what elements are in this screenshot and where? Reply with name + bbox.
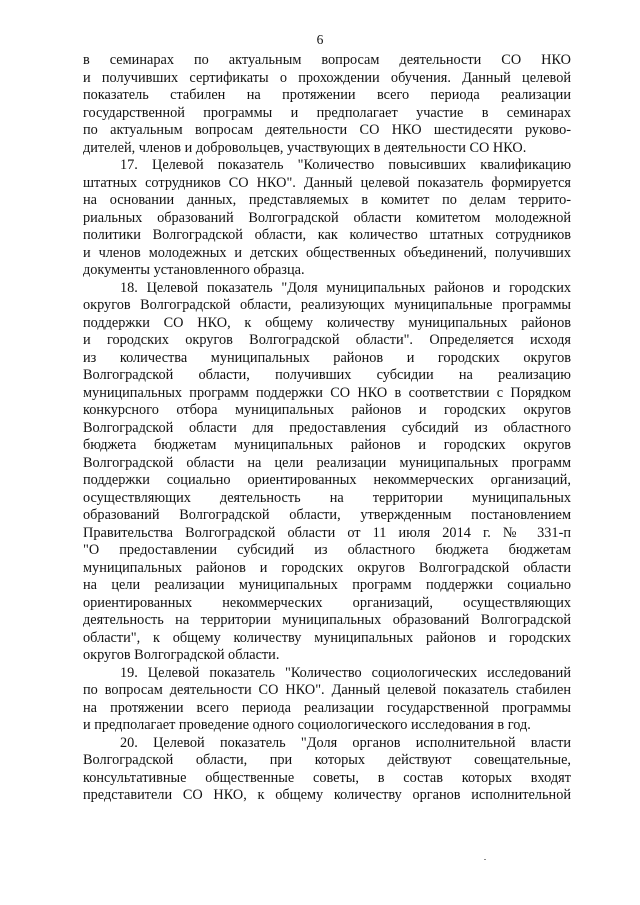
text-line: 18. Целевой показатель "Доля муниципальных районов и городских	[120, 279, 571, 296]
text-line: муниципальных районов и городских округов Волгоградской области	[83, 559, 571, 576]
text-line: округов Волгоградской области, реализующих муниципальные программы	[83, 297, 571, 313]
text-line: риальных образований Волгоградской области комитетом молодежной	[83, 209, 571, 226]
text-line: 19. Целевой показатель "Количество социологических исследований	[120, 664, 571, 681]
text-line: Волгоградской области, получивших субсидии на реализацию	[83, 367, 571, 383]
text-line: консультативные общественные советы, в состав которых входят	[83, 769, 571, 786]
text-line: и членов молодежных и детских общественных объединений, получивших	[83, 244, 571, 261]
text-line: поддержки СО НКО, к общему количеству муниципальных районов	[83, 314, 571, 331]
text-line: и получивших сертификаты о прохождении обучения. Данный целевой	[83, 69, 571, 86]
text-line: и городских округов Волгоградской области". Определяется исходя	[83, 332, 571, 348]
text-line: поддержки социально ориентированных некоммерческих организаций,	[83, 472, 571, 488]
text-line: штатных сотрудников СО НКО". Данный целевой показатель формируется	[83, 174, 571, 191]
text-line: показатель стабилен на протяжении всего периода реализации	[83, 87, 571, 103]
scan-speck	[484, 859, 486, 860]
text-line: округов Волгоградской области.	[83, 647, 280, 663]
text-line: Волгоградской области на цели реализации муниципальных программ	[83, 454, 571, 471]
text-line: из количества муниципальных районов и городских округов	[83, 349, 571, 366]
text-line: представители СО НКО, к общему количеству органов исполнительной	[83, 787, 571, 803]
text-line: Волгоградской области для предоставления субсидий из областного	[83, 419, 571, 436]
text-line: по актуальным вопросам деятельности СО НКО шестидесяти руково-	[83, 122, 571, 138]
text-line: 17. Целевой показатель "Количество повысивших квалификацию	[120, 157, 571, 173]
text-line: конкурсного отбора муниципальных районов и городских округов	[83, 402, 571, 418]
text-line: государственной программы и предполагает участие в семинарах	[83, 104, 571, 121]
document-body	[83, 52, 571, 805]
text-line: дителей, членов и добровольцев, участвующих в деятельности СО НКО.	[83, 139, 527, 156]
text-line: осуществляющих деятельность на территории муниципальных	[83, 489, 571, 506]
text-line: в семинарах по актуальным вопросам деятельности СО НКО	[83, 52, 571, 68]
text-line: на протяжении всего периода реализации государственной программы	[83, 699, 571, 716]
text-line: ориентированных некоммерческих организаций, осуществляющих	[83, 594, 571, 611]
text-line: бюджета бюджетам муниципальных районов и городских округов	[83, 437, 571, 453]
text-line: по вопросам деятельности СО НКО". Данный целевой показатель стабилен	[83, 682, 571, 698]
text-line: области", к общему количеству муниципальных районов и городских	[83, 629, 571, 646]
text-line: Правительства Волгоградской области от 11 июля 2014 г. № 331-п	[83, 524, 571, 541]
text-line: на основании данных, представляемых в комитет по делам террито-	[83, 192, 571, 208]
text-line: деятельность на территории муниципальных образований Волгоградской	[83, 612, 571, 628]
text-line: политики Волгоградской области, как количество штатных сотрудников	[83, 227, 571, 243]
page-number: 6	[316, 32, 324, 47]
text-line: и предполагает проведение одного социологического исследования в год.	[83, 717, 531, 733]
text-line: образований Волгоградской области, утвержденным постановлением	[83, 507, 571, 523]
text-line: документы установленного образца.	[83, 262, 305, 278]
text-line: Волгоградской области, при которых действуют совещательные,	[83, 752, 571, 768]
text-line: "О предоставлении субсидий из областного бюджета бюджетам	[83, 542, 571, 558]
text-line: на цели реализации муниципальных программ поддержки социально	[83, 577, 571, 593]
text-line: 20. Целевой показатель "Доля органов исполнительной власти	[120, 734, 571, 751]
text-line: муниципальных программ поддержки СО НКО в соответствии с Порядком	[83, 384, 571, 401]
